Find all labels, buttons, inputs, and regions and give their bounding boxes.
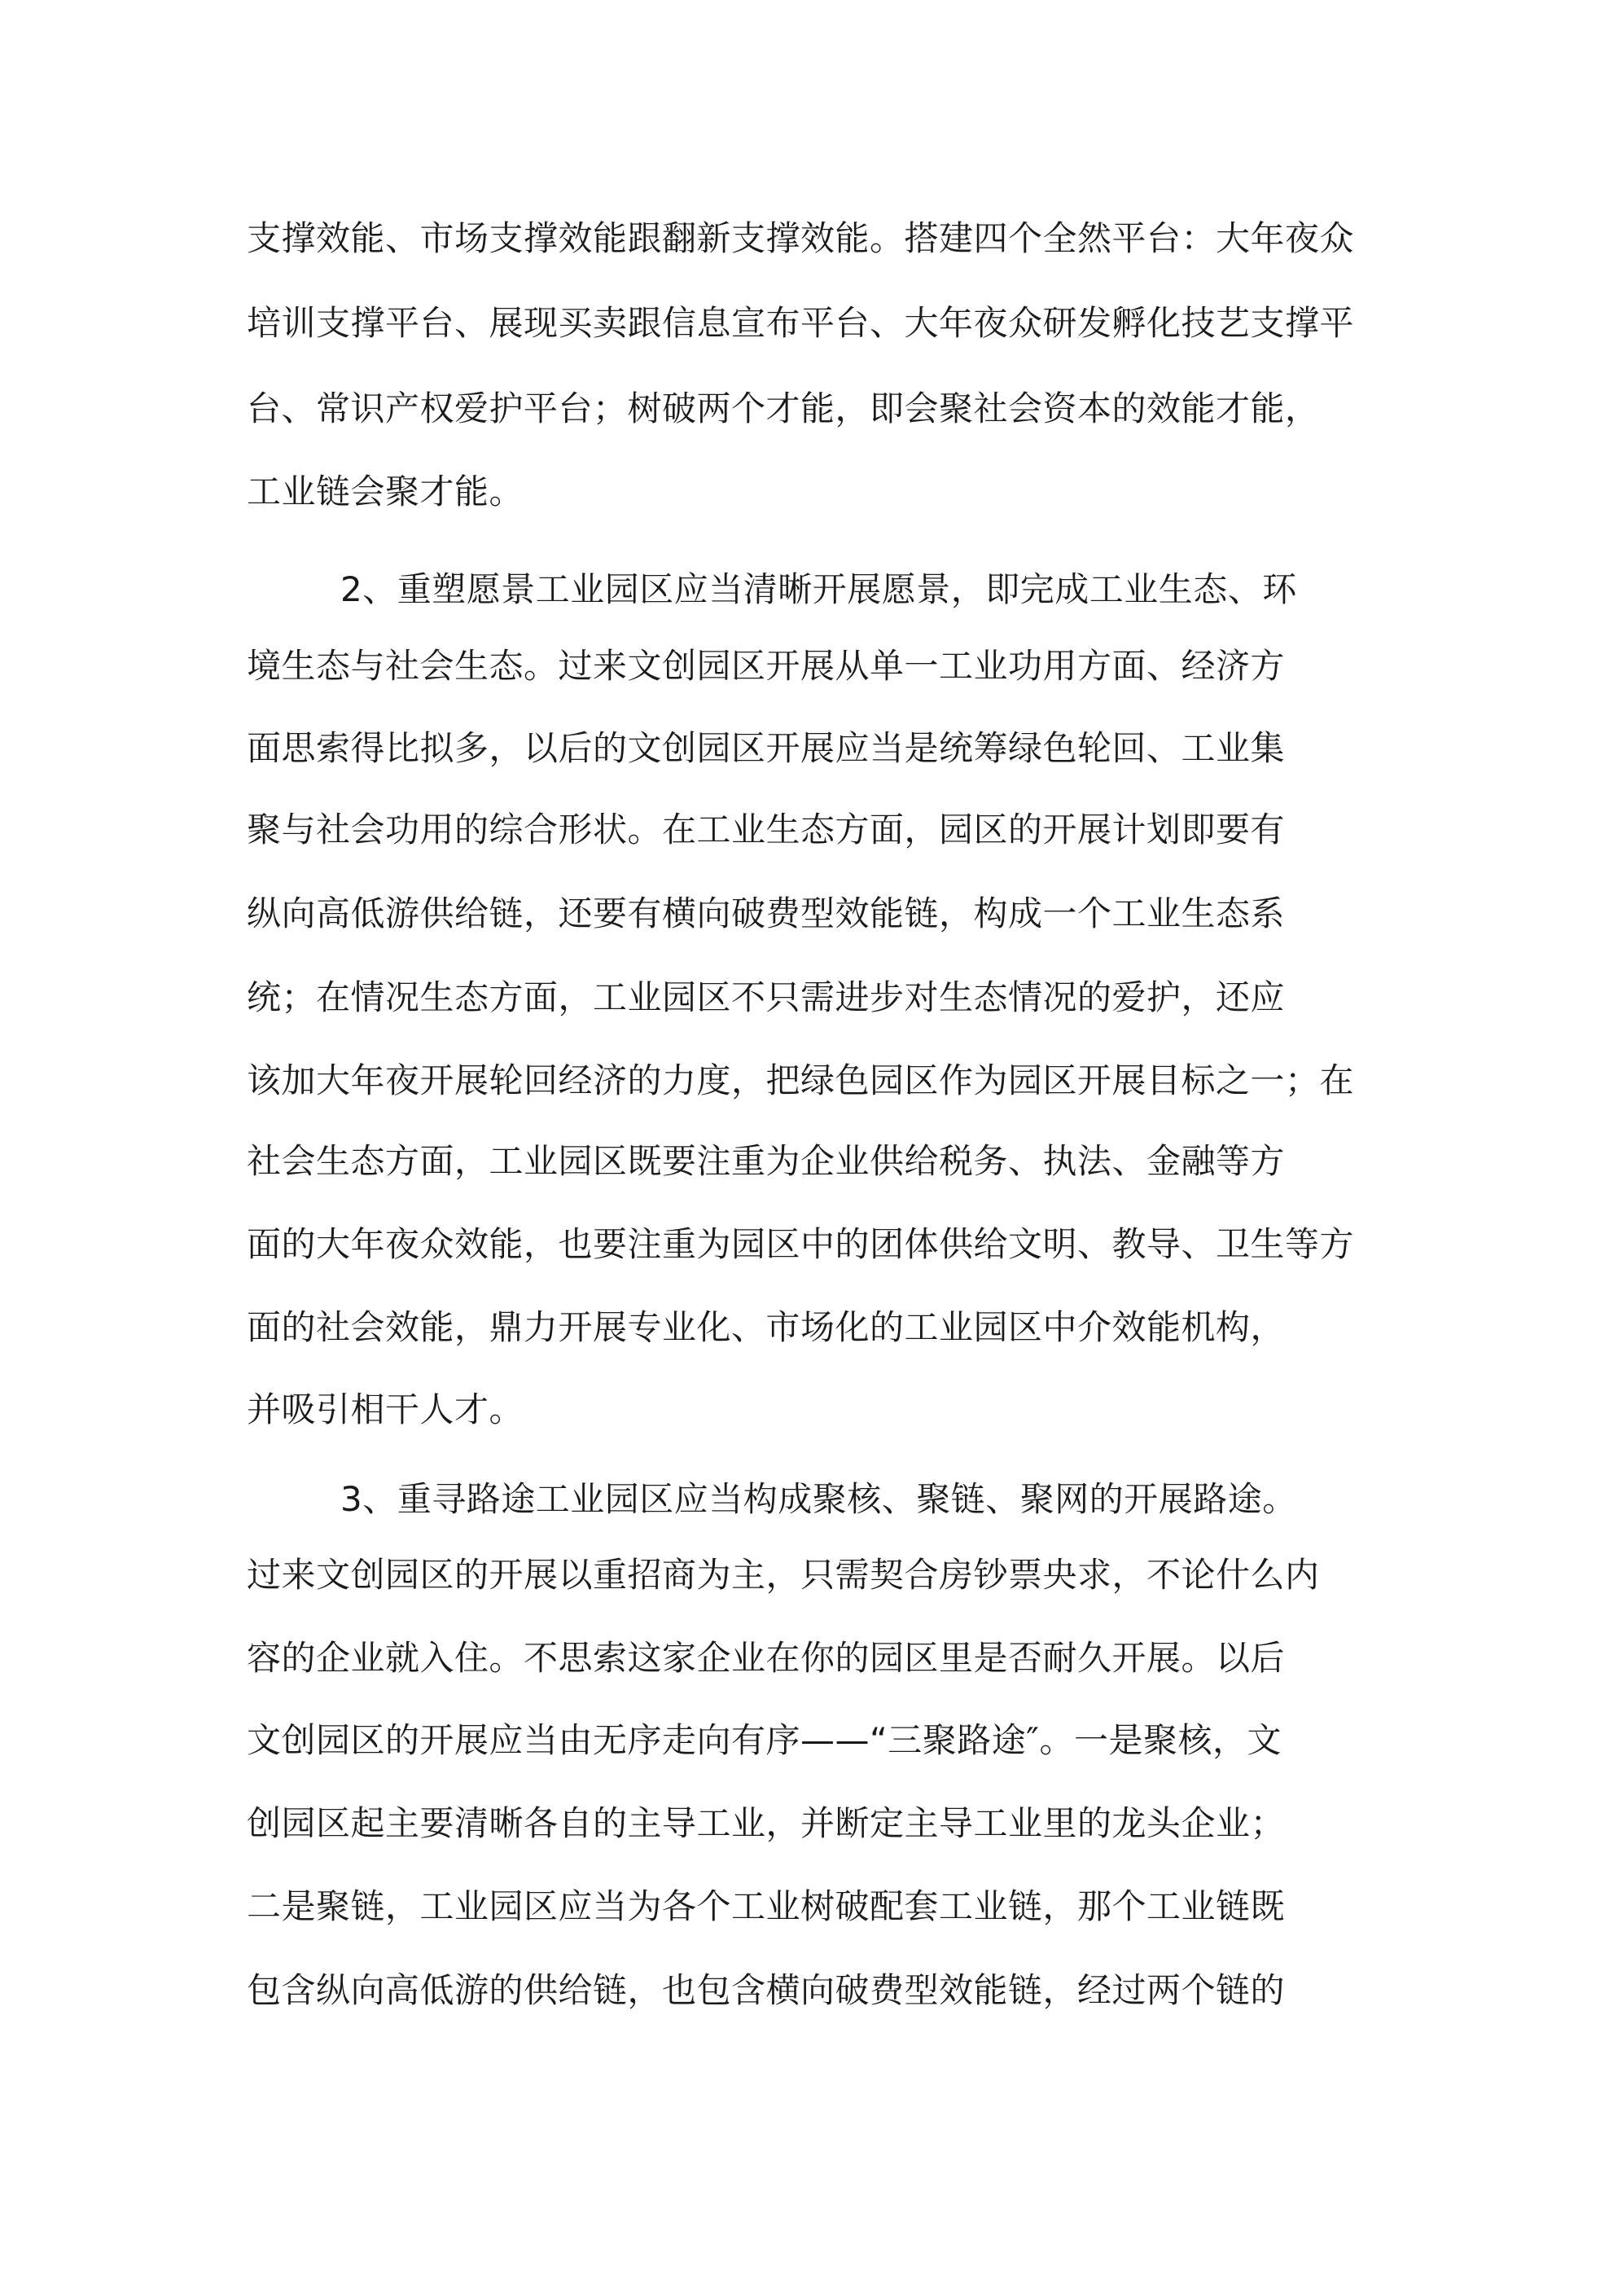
- text-line: 并吸引相干人才。: [247, 1389, 524, 1429]
- text-line: 面思索得比拟多，以后的文创园区开展应当是统筹绿色轮回、工业集: [247, 728, 1286, 768]
- text-line: 面的社会效能，鼎力开展专业化、市场化的工业园区中介效能机构，: [247, 1307, 1286, 1347]
- text-line: 纵向高低游供给链，还要有横向破费型效能链，构成一个工业生态系: [247, 893, 1286, 933]
- text-line: 境生态与社会生态。过来文创园区开展从单一工业功用方面、经济方: [247, 646, 1286, 686]
- paragraph-2-first-line: 2、重塑愿景工业园区应当清晰开展愿景，即完成工业生态、环: [340, 569, 1297, 609]
- text-line: 二是聚链，工业园区应当为各个工业树破配套工业链，那个工业链既: [247, 1886, 1286, 1926]
- text-line: 面的大年夜众效能，也要注重为园区中的团体供给文明、教导、卫生等方: [247, 1224, 1355, 1264]
- text-line: 包含纵向高低游的供给链，也包含横向破费型效能链，经过两个链的: [247, 1970, 1286, 2010]
- text-line: 文创园区的开展应当由无序走向有序——“三聚路途″。一是聚核，文: [247, 1720, 1282, 1760]
- text-line: 支撑效能、市场支撑效能跟翻新支撑效能。搭建四个全然平台：大年夜众: [247, 218, 1355, 258]
- text-line: 创园区起主要清晰各自的主导工业，并断定主导工业里的龙头企业；: [247, 1803, 1286, 1843]
- text-line: 该加大年夜开展轮回经济的力度，把绿色园区作为园区开展目标之一；在: [247, 1060, 1355, 1100]
- text-line: 台、常识产权爱护平台；树破两个才能，即会聚社会资本的效能才能，: [247, 389, 1320, 428]
- text-line: 聚与社会功用的综合形状。在工业生态方面，园区的开展计划即要有: [247, 810, 1286, 849]
- text-line: 社会生态方面，工业园区既要注重为企业供给税务、执法、金融等方: [247, 1141, 1286, 1181]
- text-line: 容的企业就入住。不思索这家企业在你的园区里是否耐久开展。以后: [247, 1638, 1286, 1678]
- text-line: 过来文创园区的开展以重招商为主，只需契合房钞票央求，不论什么内: [247, 1555, 1320, 1595]
- paragraph-3-first-line: 3、重寻路途工业园区应当构成聚核、聚链、聚网的开展路途。: [340, 1479, 1297, 1519]
- text-line: 统；在情况生态方面，工业园区不只需进步对生态情况的爱护，还应: [247, 977, 1286, 1017]
- text-line: 工业链会聚才能。: [247, 472, 524, 511]
- text-line: 培训支撑平台、展现买卖跟信息宣布平台、大年夜众研发孵化技艺支撑平: [247, 303, 1355, 343]
